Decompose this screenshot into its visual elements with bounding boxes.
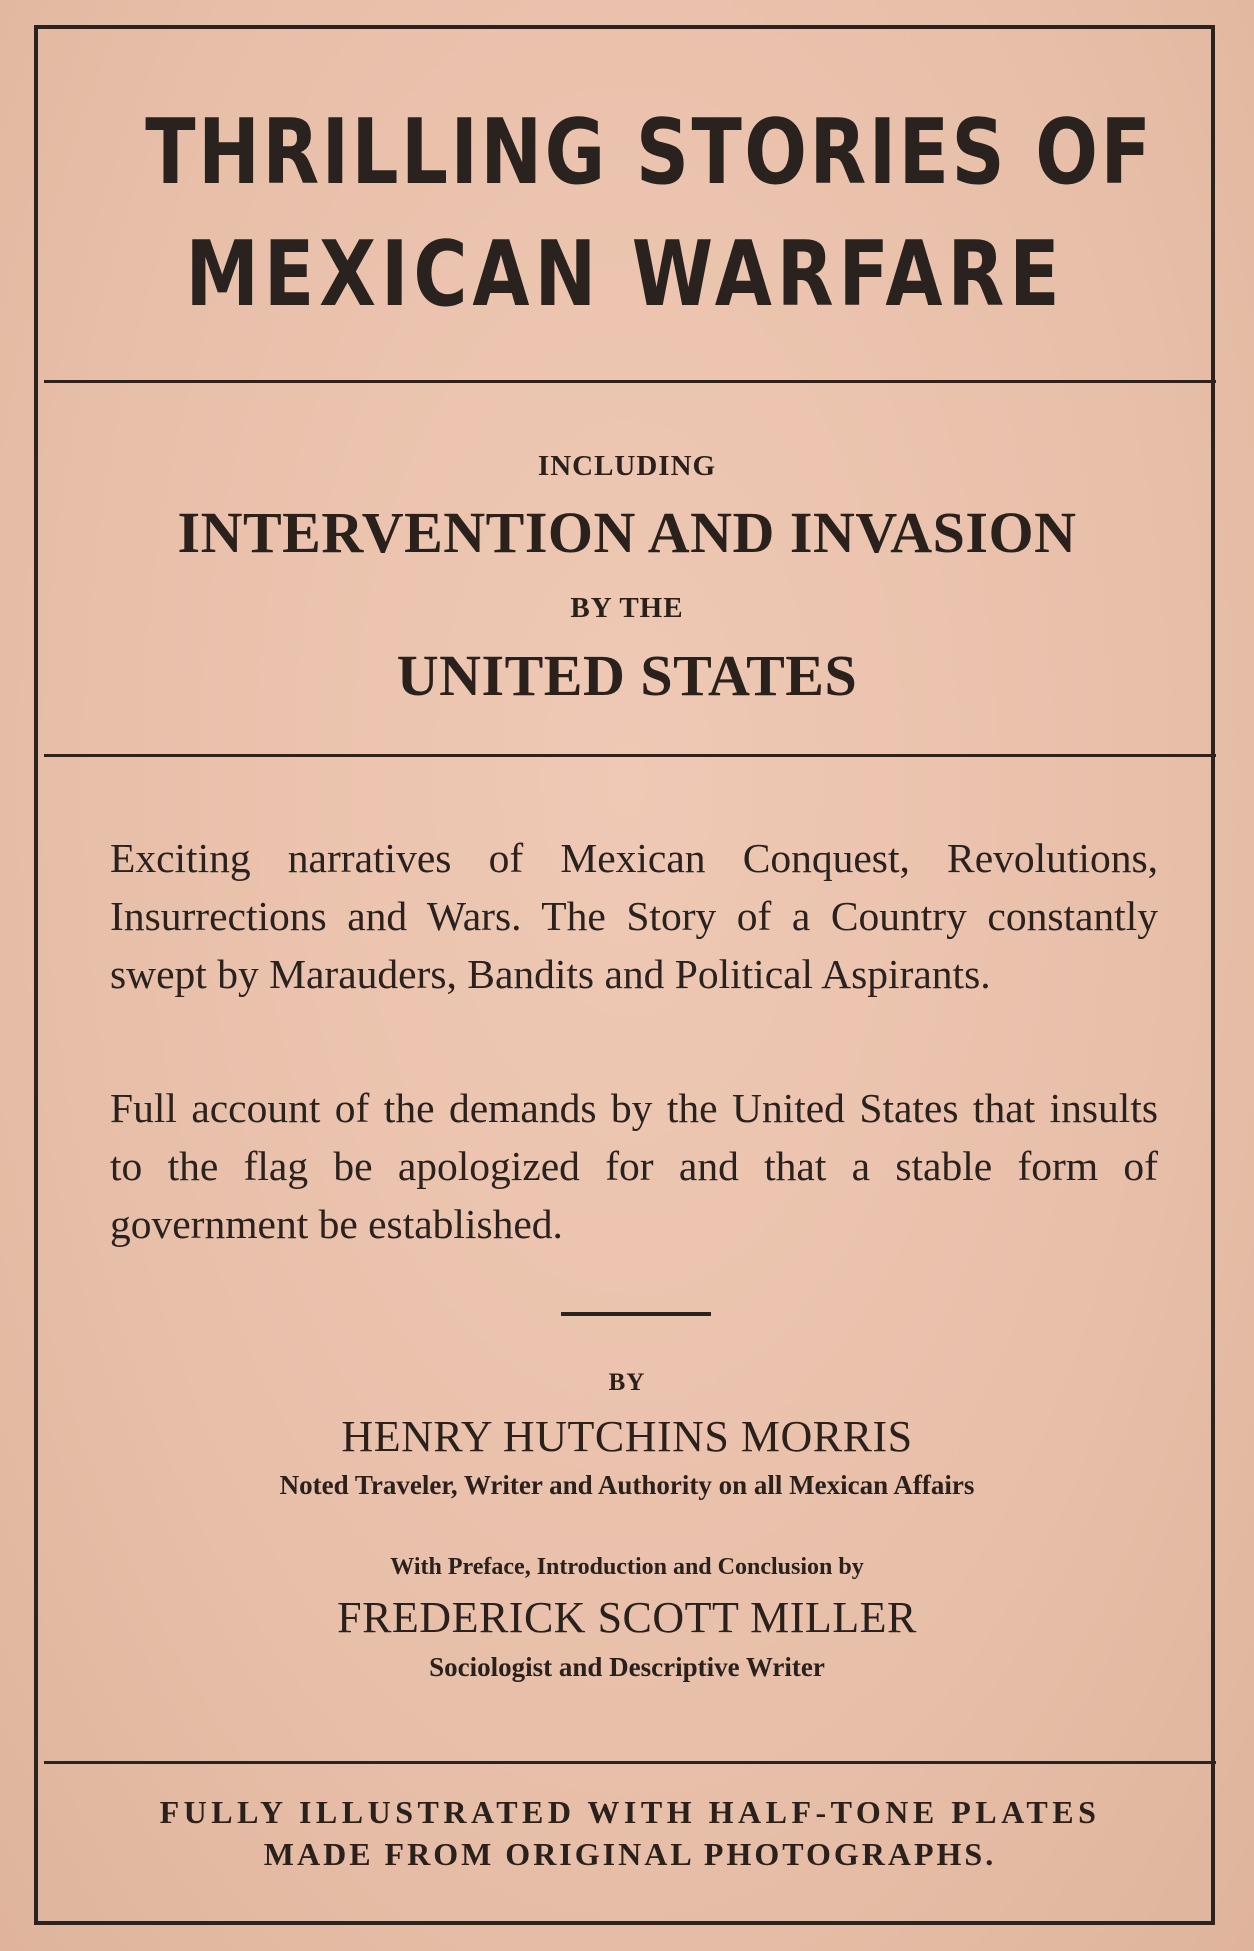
contributor-name: FREDERICK SCOTT MILLER [337,1593,917,1642]
description-paragraph-2: Full account of the demands by the United States that insults to the flag be apologized for and that a stable form of government be established. [110,1085,1158,1247]
including-label: INCLUDING [537,450,717,482]
contributor-description: Sociologist and Descriptive Writer [429,1652,825,1682]
divider-3 [44,1761,1216,1764]
footer-line-1: FULLY ILLUSTRATED WITH HALF-TONE PLATES [159,1794,1101,1830]
author-name: HENRY HUTCHINS MORRIS [341,1412,913,1461]
subtitle-line-2: UNITED STATES [396,643,858,708]
subtitle-line-1: INTERVENTION AND INVASION [177,500,1077,565]
divider-2 [44,754,1216,757]
footer-line-2: MADE FROM ORIGINAL PHOTOGRAPHS. [263,1836,997,1872]
short-divider [561,1312,711,1316]
preface-label: With Preface, Introduction and Conclusion by [390,1554,864,1580]
divider-1 [44,380,1216,383]
book-title-line-1: THRILLING STORIES OF [145,100,1154,205]
description-paragraph-1: Exciting narratives of Mexican Conquest, Revolutions, Insurrections and Wars. The Story of a Country constantly swept by Marauders, Bandits and Political Aspirants. [110,835,1158,997]
book-title-line-2: MEXICAN WARFARE [185,222,1065,327]
by-the-label: BY THE [570,592,684,624]
by-label: BY [608,1369,646,1396]
author-description: Noted Traveler, Writer and Authority on all Mexican Affairs [279,1470,975,1500]
